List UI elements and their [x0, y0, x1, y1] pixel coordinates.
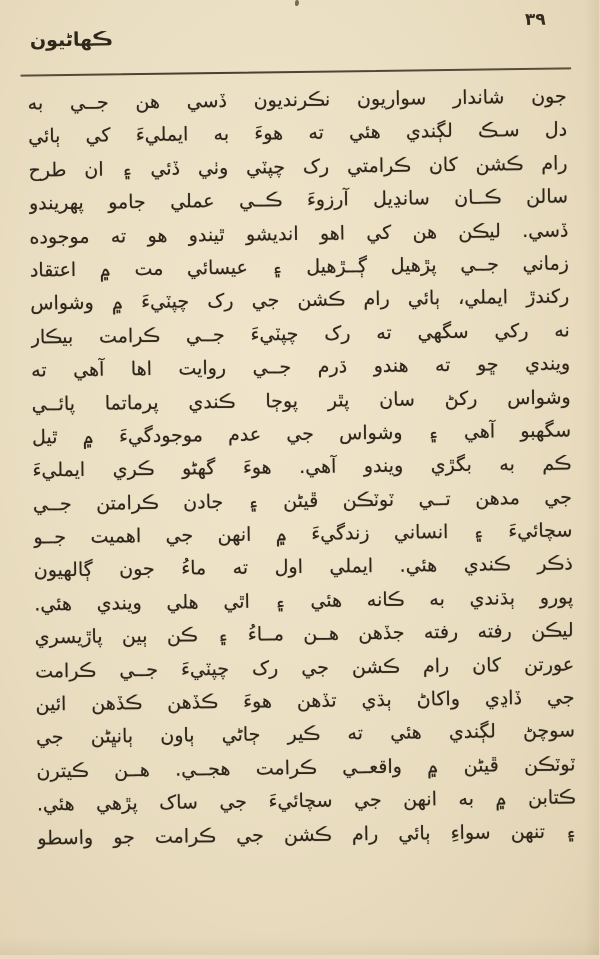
text-line: سالن ڪــان سانڍيل آرزوءَ ڪــي عملي جامو پهريندو [29, 185, 570, 215]
text-line: رام ڪشن کان ڪرامتي رک چپٽي وٺي ڏئي ۽ ان طرح [29, 152, 569, 182]
text-line: زماني جــي پڙهيل ڳــڙهيل ۽ عيسائي مت ۾ اعتقاد [30, 252, 570, 282]
text-line: سگهبو آهي ۽ وشواس جي عدم موجودگيءَ ۾ ٿيل [32, 419, 573, 449]
text-line: ڪم به بگڙي ويندو آهي. هوءَ گهڻو ڪري ايمليءَ [33, 452, 573, 482]
text-line: نه رکي سگهي ته رک چپٽيءَ جــي ڪرامت بيڪار [31, 319, 571, 349]
page-number: ٣٩ [525, 9, 547, 31]
body-text [28, 80, 577, 855]
text-line: پورو ٻڌندي به ڪانه هئي ۽ اٿي هلي ويندي هئي. [35, 586, 575, 616]
text-line: ليڪن رفته رفته جڏهن هــن مــاءُ ۽ ڪن ٻين پاڙيسري [35, 619, 575, 649]
text-line: عورتن کان رام ڪشن جي رک چپٽيءَ جــي ڪرامت [35, 653, 576, 683]
text-line: ٽوٽڪن ڦيڻن ۾ واقعــي ڪرامت هجــي. هــن ڪيترن [37, 753, 577, 783]
text-line: رکندڙ ايملي، ٻائي رام ڪشن جي رک چپٽيءَ ۾ وشواس [31, 285, 571, 315]
text-line: ڪتابن ۾ به انهن جي سچائيءَ جي ساک پڙهي هئي. [37, 786, 577, 816]
text-line: سچائيءَ ۽ انساني زندگيءَ ۾ انهن جي اهميت جــو [34, 519, 574, 549]
chapter-title: ڪهاڻيون [30, 28, 115, 52]
header-rule [21, 67, 572, 76]
text-line: دل سـڪ لڳندي هئي ته هوءَ به ايمليءَ کي ٻائي [28, 118, 569, 148]
text-line: ڏسي. ليڪن هن کي اهو انديشو ٿيندو هو ته موجوده [30, 219, 570, 249]
text-line: وشواس رکڻ سان پٿر پوڄا ڪندي پرماتما پائــي [32, 385, 572, 416]
text-line: جي مدهن تــي ٽوٽڪن ڦيڻن ۽ جادن ڪرامتن جــي [33, 486, 574, 516]
text-line: ذڪر ڪندي هئي. ايملي اول ته ماءُ جون ڳالهيون [34, 552, 574, 582]
text-line: جي ڏاڍي واکاڻ ٻڌي تڏهن هوءَ ڪڏهن ڪڏهن ائين [36, 686, 576, 716]
text-line: جون شاندار سواريون نڪرنديون ڏسي هن جــي به [28, 85, 568, 115]
text-line: ۽ تنهن سواءِ ٻائي رام ڪشن جي ڪرامت جو واسطو [38, 819, 578, 850]
text-line: ويندي ڇو ته هندو ڌرم جــي روايت اها آهي ته [32, 352, 572, 382]
text-line: سوچڻ لڳندي هئي ته ڪير ڄاڻي ٻاون ٻانڀڻن جي [36, 719, 577, 749]
